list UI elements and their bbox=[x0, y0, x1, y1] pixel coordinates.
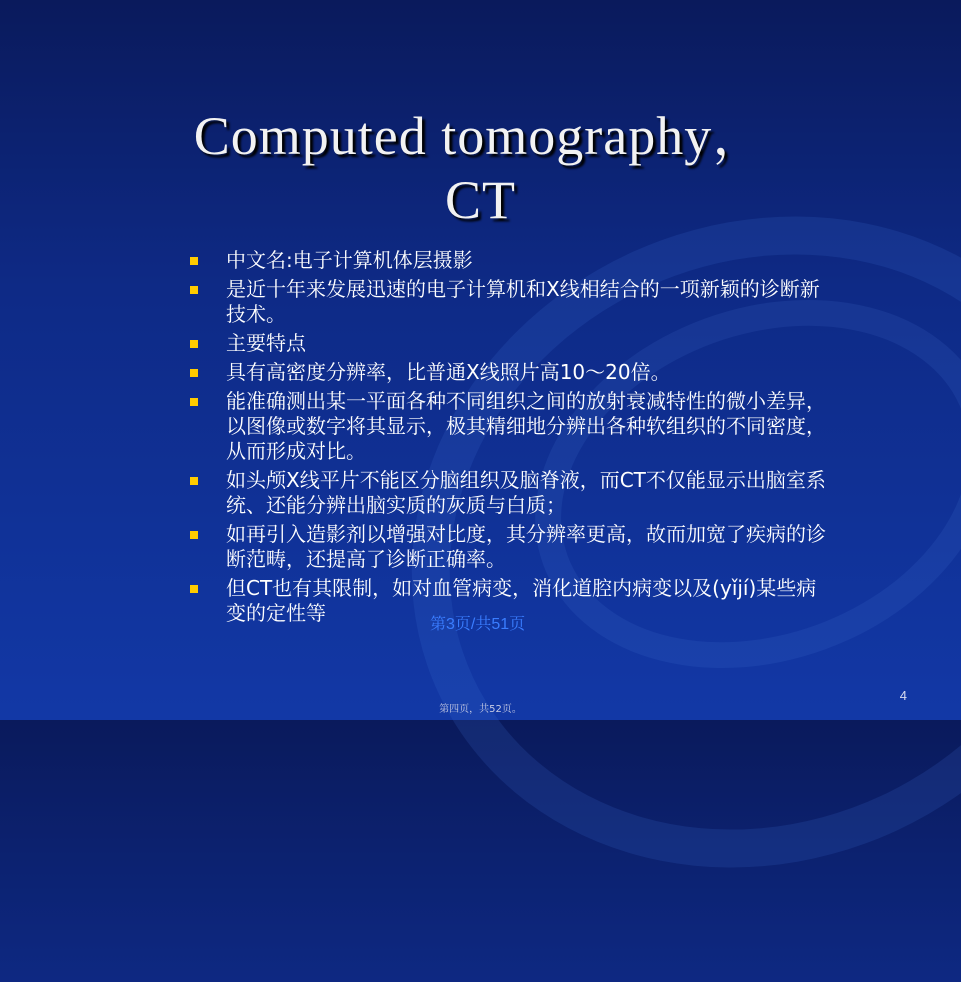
bullet-text: 如头颅X线平片不能区分脑组织及脑脊液，而CT不仅能显示出脑室系统、还能分辨出脑实质的灰质与白质； bbox=[226, 468, 826, 517]
bullet-item bbox=[188, 522, 828, 572]
bullet-square-icon bbox=[190, 369, 198, 377]
page-footer: 第四页，共52页。 bbox=[439, 704, 522, 715]
bullet-item bbox=[188, 468, 828, 518]
bullet-item bbox=[188, 360, 828, 385]
bullet-text: 中文名:电子计算机体层摄影 bbox=[226, 248, 473, 272]
bullet-item bbox=[188, 277, 828, 327]
bullet-square-icon bbox=[190, 340, 198, 348]
slide-number: 4 bbox=[899, 688, 907, 703]
title-line-2: CT bbox=[444, 170, 516, 230]
bullet-item bbox=[188, 389, 828, 464]
bullet-square-icon bbox=[190, 477, 198, 485]
bullet-square-icon bbox=[190, 286, 198, 294]
bullet-text: 是近十年来发展迅速的电子计算机和X线相结合的一项新颖的诊断新技术。 bbox=[226, 277, 820, 326]
bullet-square-icon bbox=[190, 257, 198, 265]
bullet-square-icon bbox=[190, 585, 198, 593]
bullet-square-icon bbox=[190, 531, 198, 539]
bullet-text: 如再引入造影剂以增强对比度，其分辨率更高，故而加宽了疾病的诊断范畴，还提高了诊断正确率。 bbox=[226, 522, 826, 571]
page-indicator-link[interactable]: 第3页/共51页 bbox=[430, 616, 526, 633]
bullet-square-icon bbox=[190, 398, 198, 406]
bullet-text: 能准确测出某一平面各种不同组织之间的放射衰减特性的微小差异，以图像或数字将其显示，极其精细地分辨出各种软组织的不同密度，从而形成对比。 bbox=[226, 389, 826, 463]
slide-title bbox=[0, 104, 961, 232]
bullet-item bbox=[188, 331, 828, 356]
bullet-list bbox=[188, 248, 828, 630]
bullet-text: 主要特点 bbox=[226, 331, 306, 355]
bullet-item bbox=[188, 248, 828, 273]
title-line-1: Computed tomography， bbox=[193, 106, 768, 166]
bullet-text: 具有高密度分辨率，比普通X线照片高10～20倍。 bbox=[226, 360, 671, 384]
bullet-text: 但CT也有其限制，如对血管病变，消化道腔内病变以及(yǐjí)某些病变的定性等 bbox=[226, 576, 817, 625]
